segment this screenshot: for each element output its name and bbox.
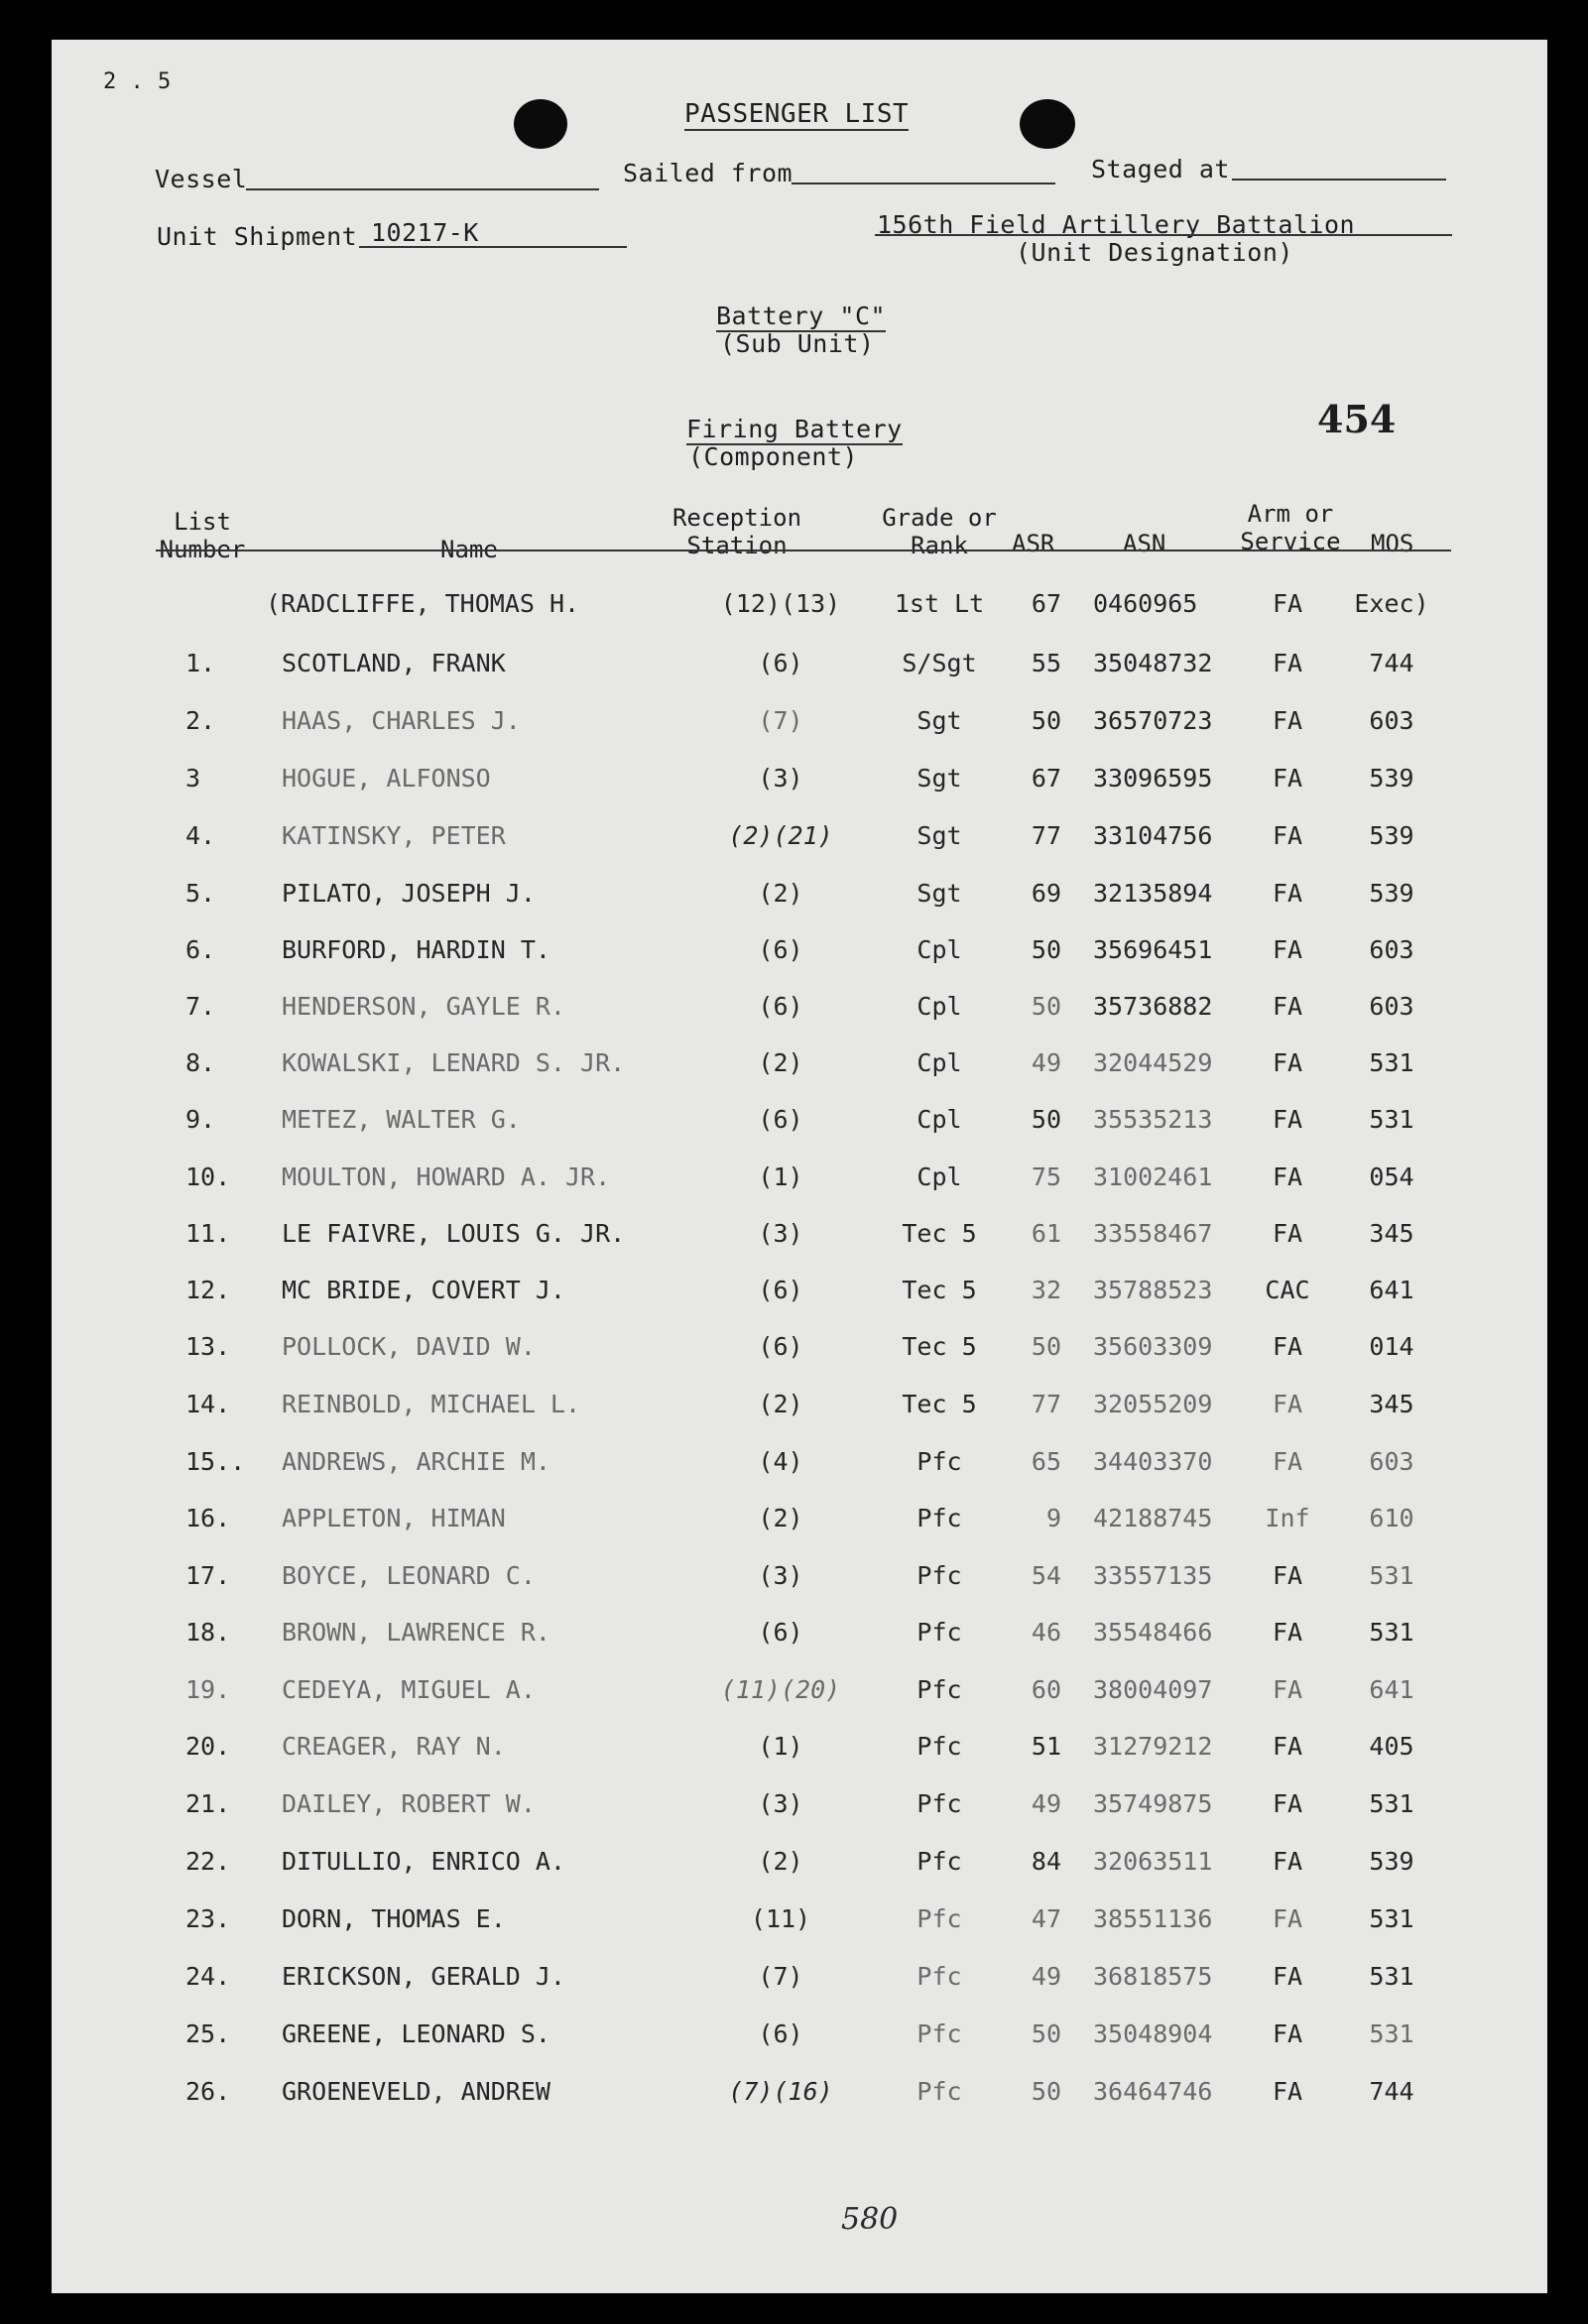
row-mos: 641	[1369, 1675, 1414, 1704]
row-asn: 31002461	[1093, 1162, 1213, 1191]
row-reception: (7)	[758, 1962, 803, 1991]
row-asr: 77	[1031, 1390, 1061, 1418]
row-arm: CAC	[1265, 1276, 1310, 1304]
header-list-number	[157, 508, 248, 563]
row-number: 22.	[185, 1847, 231, 1876]
row-asr: 50	[1031, 706, 1061, 735]
row-name: BROWN, LAWRENCE R.	[282, 1618, 550, 1647]
row-reception: (3)	[758, 1561, 803, 1590]
row-grade: Pfc	[916, 1732, 962, 1761]
row-mos: 531	[1369, 1105, 1414, 1134]
table-row	[52, 1447, 1547, 1487]
row-asn: 42188745	[1093, 1504, 1213, 1532]
row-arm: FA	[1272, 1447, 1303, 1476]
row-grade: Tec 5	[902, 1332, 977, 1361]
officer-row	[52, 589, 1547, 629]
row-asr: 77	[1031, 821, 1061, 850]
vessel-label: Vessel	[155, 165, 248, 193]
officer-mos: Exec)	[1354, 589, 1429, 618]
row-arm: FA	[1272, 1732, 1303, 1761]
row-mos: 539	[1369, 1847, 1414, 1876]
row-asr: 50	[1031, 2019, 1061, 2048]
row-asr: 69	[1031, 879, 1061, 908]
table-row	[52, 1162, 1547, 1202]
row-asr: 32	[1031, 1276, 1061, 1304]
row-asn: 35603309	[1093, 1332, 1213, 1361]
table-row	[52, 992, 1547, 1032]
sub-unit-value: Battery "C"	[716, 302, 887, 330]
row-asn: 32044529	[1093, 1048, 1213, 1077]
row-mos: 531	[1369, 2019, 1414, 2048]
header-arm-line2: Service	[1240, 528, 1341, 555]
row-mos: 603	[1369, 992, 1414, 1021]
row-grade: Pfc	[916, 1789, 962, 1818]
row-mos: 603	[1369, 706, 1414, 735]
row-name: SCOTLAND, FRANK	[282, 649, 506, 677]
row-grade: Pfc	[916, 1904, 962, 1933]
officer-arm: FA	[1272, 589, 1303, 618]
row-reception: (2)	[758, 1048, 803, 1077]
row-reception: (1)	[758, 1162, 803, 1191]
row-grade: Tec 5	[902, 1390, 977, 1418]
row-name: POLLOCK, DAVID W.	[282, 1332, 536, 1361]
row-name: LE FAIVRE, LOUIS G. JR.	[282, 1219, 626, 1248]
row-number: 11.	[185, 1219, 231, 1248]
row-grade: Sgt	[916, 821, 962, 850]
row-asr: 55	[1031, 649, 1061, 677]
row-mos: 531	[1369, 1561, 1414, 1590]
row-reception: (3)	[758, 1789, 803, 1818]
row-mos: 641	[1369, 1276, 1414, 1304]
row-arm: FA	[1272, 1675, 1303, 1704]
row-arm: FA	[1272, 706, 1303, 735]
row-number: 2.	[185, 706, 216, 735]
row-reception: (4)	[758, 1447, 803, 1476]
row-asn: 38551136	[1093, 1904, 1213, 1933]
row-name: MOULTON, HOWARD A. JR.	[282, 1162, 611, 1191]
row-arm: FA	[1272, 1618, 1303, 1647]
header-asn: ASN	[1123, 530, 1166, 557]
row-number: 26.	[185, 2077, 231, 2106]
row-grade: Cpl	[916, 992, 962, 1021]
table-row	[52, 2077, 1547, 2117]
row-mos: 345	[1369, 1390, 1414, 1418]
punch-hole-right	[1020, 99, 1075, 149]
row-arm: FA	[1272, 1332, 1303, 1361]
table-row	[52, 1561, 1547, 1601]
row-reception: (2)	[758, 879, 803, 908]
row-grade: Pfc	[916, 1675, 962, 1704]
row-grade: Sgt	[916, 879, 962, 908]
table-row	[52, 706, 1547, 746]
row-number: 17.	[185, 1561, 231, 1590]
row-mos: 531	[1369, 1789, 1414, 1818]
row-mos: 345	[1369, 1219, 1414, 1248]
row-number: 1.	[185, 649, 216, 677]
row-grade: Sgt	[916, 764, 962, 793]
row-grade: Cpl	[916, 935, 962, 964]
header-arm-service	[1236, 500, 1345, 555]
row-reception: (11)(20)	[720, 1675, 841, 1704]
row-mos: 054	[1369, 1162, 1414, 1191]
row-reception: (6)	[758, 992, 803, 1021]
row-asn: 31279212	[1093, 1732, 1213, 1761]
table-row	[52, 1847, 1547, 1887]
row-name: CEDEYA, MIGUEL A.	[282, 1675, 536, 1704]
row-mos: 603	[1369, 935, 1414, 964]
row-mos: 014	[1369, 1332, 1414, 1361]
row-mos: 603	[1369, 1447, 1414, 1476]
row-grade: Pfc	[916, 1618, 962, 1647]
footer-handwritten-number: 580	[841, 2202, 899, 2237]
row-name: BOYCE, LEONARD C.	[282, 1561, 536, 1590]
row-reception: (6)	[758, 2019, 803, 2048]
table-row	[52, 649, 1547, 688]
row-mos: 405	[1369, 1732, 1414, 1761]
row-asr: 61	[1031, 1219, 1061, 1248]
table-row	[52, 1105, 1547, 1145]
row-mos: 539	[1369, 764, 1414, 793]
row-asn: 38004097	[1093, 1675, 1213, 1704]
row-number: 24.	[185, 1962, 231, 1991]
officer-asr: 67	[1031, 589, 1061, 618]
row-asn: 35048904	[1093, 2019, 1213, 2048]
row-number: 25.	[185, 2019, 231, 2048]
row-name: PILATO, JOSEPH J.	[282, 879, 536, 908]
row-arm: FA	[1272, 821, 1303, 850]
row-number: 14.	[185, 1390, 231, 1418]
row-number: 20.	[185, 1732, 231, 1761]
row-reception: (6)	[758, 1105, 803, 1134]
table-row	[52, 1219, 1547, 1259]
row-reception: (2)	[758, 1390, 803, 1418]
row-asr: 50	[1031, 992, 1061, 1021]
row-number: 19.	[185, 1675, 231, 1704]
component-value: Firing Battery	[686, 415, 903, 443]
row-reception: (7)(16)	[728, 2077, 833, 2106]
row-number: 10.	[185, 1162, 231, 1191]
row-grade: Pfc	[916, 2077, 962, 2106]
table-row	[52, 1675, 1547, 1715]
row-asr: 50	[1031, 1332, 1061, 1361]
row-asr: 49	[1031, 1048, 1061, 1077]
document-page	[52, 40, 1547, 2293]
row-asr: 50	[1031, 2077, 1061, 2106]
row-name: HAAS, CHARLES J.	[282, 706, 521, 735]
row-name: HOGUE, ALFONSO	[282, 764, 491, 793]
row-asn: 33558467	[1093, 1219, 1213, 1248]
table-row	[52, 1332, 1547, 1372]
row-asr: 84	[1031, 1847, 1061, 1876]
row-number: 9.	[185, 1105, 216, 1134]
header-reception-line1: Reception	[672, 504, 802, 532]
row-name: METEZ, WALTER G.	[282, 1105, 521, 1134]
staged-at-label: Staged at	[1091, 155, 1230, 183]
staged-at-blank	[1232, 179, 1446, 181]
unit-designation-blank	[875, 234, 1452, 236]
row-asn: 35048732	[1093, 649, 1213, 677]
row-arm: FA	[1272, 649, 1303, 677]
row-name: GREENE, LEONARD S.	[282, 2019, 550, 2048]
row-asn: 34403370	[1093, 1447, 1213, 1476]
row-asn: 32055209	[1093, 1390, 1213, 1418]
row-arm: FA	[1272, 2077, 1303, 2106]
row-grade: Pfc	[916, 1847, 962, 1876]
row-asn: 35548466	[1093, 1618, 1213, 1647]
row-asr: 67	[1031, 764, 1061, 793]
component-caption: (Component)	[688, 442, 859, 471]
table-row	[52, 1789, 1547, 1829]
row-number: 21.	[185, 1789, 231, 1818]
row-name: ERICKSON, GERALD J.	[282, 1962, 565, 1991]
row-arm: FA	[1272, 1904, 1303, 1933]
table-row	[52, 1048, 1547, 1088]
header-mos: MOS	[1371, 530, 1414, 557]
row-reception: (2)(21)	[728, 821, 833, 850]
row-asn: 35788523	[1093, 1276, 1213, 1304]
row-asr: 46	[1031, 1618, 1061, 1647]
header-reception-line2: Station	[686, 532, 788, 559]
row-name: APPLETON, HIMAN	[282, 1504, 506, 1532]
row-arm: FA	[1272, 1561, 1303, 1590]
row-reception: (6)	[758, 1332, 803, 1361]
row-number: 8.	[185, 1048, 216, 1077]
row-name: DAILEY, ROBERT W.	[282, 1789, 536, 1818]
row-asr: 49	[1031, 1962, 1061, 1991]
row-asn: 32063511	[1093, 1847, 1213, 1876]
vessel-blank	[246, 188, 599, 190]
row-arm: FA	[1272, 1105, 1303, 1134]
row-arm: FA	[1272, 764, 1303, 793]
row-arm: FA	[1272, 1962, 1303, 1991]
row-asn: 35535213	[1093, 1105, 1213, 1134]
row-reception: (6)	[758, 1618, 803, 1647]
officer-name: (RADCLIFFE, THOMAS H.	[266, 589, 580, 618]
row-asr: 75	[1031, 1162, 1061, 1191]
row-asr: 50	[1031, 935, 1061, 964]
table-row	[52, 1732, 1547, 1772]
row-name: BURFORD, HARDIN T.	[282, 935, 550, 964]
header-name: Name	[440, 536, 498, 563]
row-arm: FA	[1272, 1162, 1303, 1191]
row-arm: FA	[1272, 2019, 1303, 2048]
header-list-number-line1: List	[174, 508, 231, 536]
officer-asn: 0460965	[1093, 589, 1198, 618]
row-reception: (6)	[758, 649, 803, 677]
table-row	[52, 935, 1547, 975]
unit-shipment-label: Unit Shipment	[157, 222, 358, 251]
row-asn: 33096595	[1093, 764, 1213, 793]
unit-shipment-value: 10217-K	[371, 218, 479, 247]
table-row	[52, 1618, 1547, 1657]
table-row	[52, 879, 1547, 918]
table-row	[52, 1390, 1547, 1429]
row-name: CREAGER, RAY N.	[282, 1732, 506, 1761]
table-row	[52, 1504, 1547, 1543]
header-grade-line1: Grade or	[882, 504, 997, 532]
header-arm-line1: Arm or	[1247, 500, 1334, 528]
row-reception: (3)	[758, 764, 803, 793]
officer-reception: (12)(13)	[720, 589, 841, 618]
row-name: KOWALSKI, LENARD S. JR.	[282, 1048, 626, 1077]
document-title: PASSENGER LIST	[684, 99, 910, 129]
row-grade: Pfc	[916, 1962, 962, 1991]
row-asr: 54	[1031, 1561, 1061, 1590]
row-name: DITULLIO, ENRICO A.	[282, 1847, 565, 1876]
row-number: 7.	[185, 992, 216, 1021]
row-reception: (7)	[758, 706, 803, 735]
row-number: 13.	[185, 1332, 231, 1361]
row-number: 3	[185, 764, 201, 793]
row-reception: (11)	[750, 1904, 811, 1933]
unit-designation-caption: (Unit Designation)	[1016, 238, 1293, 267]
row-name: GROENEVELD, ANDREW	[282, 2077, 550, 2106]
row-reception: (6)	[758, 935, 803, 964]
row-number: 5.	[185, 879, 216, 908]
row-asn: 36464746	[1093, 2077, 1213, 2106]
row-arm: FA	[1272, 992, 1303, 1021]
row-grade: Cpl	[916, 1162, 962, 1191]
punch-hole-left	[514, 99, 567, 149]
row-mos: 531	[1369, 1962, 1414, 1991]
row-arm: FA	[1272, 935, 1303, 964]
row-mos: 539	[1369, 879, 1414, 908]
row-mos: 531	[1369, 1904, 1414, 1933]
header-list-number-line2: Number	[159, 536, 246, 563]
table-row	[52, 1276, 1547, 1315]
row-arm: FA	[1272, 1390, 1303, 1418]
row-asr: 49	[1031, 1789, 1061, 1818]
row-arm: FA	[1272, 1048, 1303, 1077]
row-reception: (2)	[758, 1504, 803, 1532]
row-grade: Tec 5	[902, 1276, 977, 1304]
row-mos: 610	[1369, 1504, 1414, 1532]
row-name: KATINSKY, PETER	[282, 821, 506, 850]
row-arm: FA	[1272, 879, 1303, 908]
row-grade: Pfc	[916, 1561, 962, 1590]
row-mos: 539	[1369, 821, 1414, 850]
row-asr: 47	[1031, 1904, 1061, 1933]
row-asr: 60	[1031, 1675, 1061, 1704]
row-arm: FA	[1272, 1847, 1303, 1876]
row-name: ANDREWS, ARCHIE M.	[282, 1447, 550, 1476]
row-name: DORN, THOMAS E.	[282, 1904, 506, 1933]
row-grade: Pfc	[916, 1504, 962, 1532]
row-asn: 35696451	[1093, 935, 1213, 964]
row-number: 4.	[185, 821, 216, 850]
row-name: MC BRIDE, COVERT J.	[282, 1276, 565, 1304]
row-grade: Tec 5	[902, 1219, 977, 1248]
row-arm: FA	[1272, 1219, 1303, 1248]
sailed-from-blank	[792, 183, 1055, 184]
table-row	[52, 1962, 1547, 2002]
row-asn: 36818575	[1093, 1962, 1213, 1991]
sailed-from-label: Sailed from	[623, 159, 794, 187]
row-mos: 531	[1369, 1048, 1414, 1077]
row-asn: 35736882	[1093, 992, 1213, 1021]
row-asn: 32135894	[1093, 879, 1213, 908]
officer-grade: 1st Lt	[894, 589, 985, 618]
row-number: 12.	[185, 1276, 231, 1304]
row-number: 18.	[185, 1618, 231, 1647]
row-asn: 36570723	[1093, 706, 1213, 735]
table-row	[52, 1904, 1547, 1944]
row-number: 15..	[185, 1447, 246, 1476]
row-asr: 50	[1031, 1105, 1061, 1134]
header-asr: ASR	[1012, 530, 1055, 557]
row-mos: 744	[1369, 649, 1414, 677]
row-asr: 65	[1031, 1447, 1061, 1476]
row-number: 23.	[185, 1904, 231, 1933]
table-row	[52, 764, 1547, 803]
row-mos: 744	[1369, 2077, 1414, 2106]
unit-designation-value: 156th Field Artillery Battalion	[877, 210, 1356, 239]
row-grade: Cpl	[916, 1105, 962, 1134]
row-grade: S/Sgt	[902, 649, 977, 677]
row-name: REINBOLD, MICHAEL L.	[282, 1390, 581, 1418]
page-stamp-number: 454	[1317, 397, 1397, 441]
row-asn: 33104756	[1093, 821, 1213, 850]
row-arm: FA	[1272, 1789, 1303, 1818]
table-row	[52, 2019, 1547, 2059]
header-grade-line2: Rank	[911, 532, 968, 559]
row-number: 6.	[185, 935, 216, 964]
row-grade: Pfc	[916, 1447, 962, 1476]
table-row	[52, 821, 1547, 861]
row-asn: 33557135	[1093, 1561, 1213, 1590]
row-arm: Inf	[1265, 1504, 1310, 1532]
row-reception: (1)	[758, 1732, 803, 1761]
sub-unit-caption: (Sub Unit)	[720, 329, 875, 358]
row-grade: Pfc	[916, 2019, 962, 2048]
row-asr: 51	[1031, 1732, 1061, 1761]
row-number: 16.	[185, 1504, 231, 1532]
row-grade: Sgt	[916, 706, 962, 735]
row-name: HENDERSON, GAYLE R.	[282, 992, 565, 1021]
row-mos: 531	[1369, 1618, 1414, 1647]
row-reception: (3)	[758, 1219, 803, 1248]
row-reception: (6)	[758, 1276, 803, 1304]
corner-mark: 2 . 5	[103, 69, 172, 94]
row-asn: 35749875	[1093, 1789, 1213, 1818]
row-grade: Cpl	[916, 1048, 962, 1077]
row-asr: 9	[1045, 1504, 1061, 1532]
row-reception: (2)	[758, 1847, 803, 1876]
header-rule	[156, 550, 1451, 551]
